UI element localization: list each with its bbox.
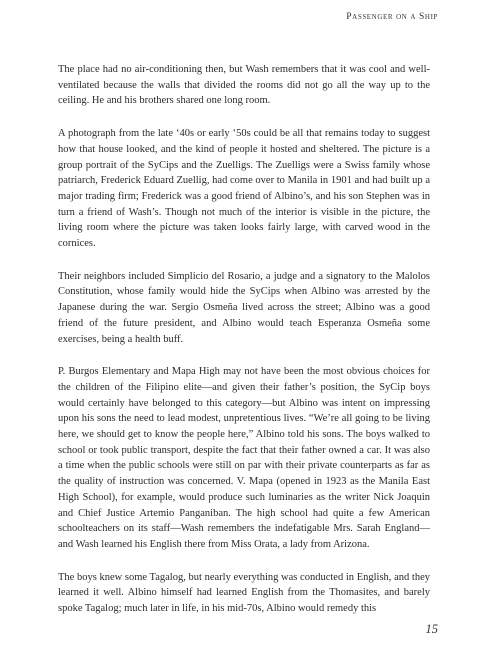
paragraph: The place had no air-conditioning then, but Wash remembers that it was cool and well-ventilated because the walls that divided the rooms did not go all the way up to the ceiling. He and his brothers shared one long room. xyxy=(58,64,430,107)
paragraph: A photograph from the late ‘40s or early ‘50s could be all that remains today to suggest how that house looked, and the kind of people it hosted and sheltered. The picture is a group portrait of the SyCips and the Zuelligs. The Zuelligs were a Swiss family whose patriarch, Frederick Eduard Zuellig, had come over to Manila in 1901 and had built up a major trading firm; Frederick was a good friend of Albino’s, and his son Stephen was in turn a friend of Wash’s. Though not much of the interior is visible in the picture, the living room where the picture was taken looks fairly large, with carved wood in the cornices. xyxy=(58,128,430,250)
paragraph: Their neighbors included Simplicio del Rosario, a judge and a signatory to the Malolos Constitution, whose family would hide the SyCips when Albino was arrested by the Japanese during the war. Sergio Osmeña lived across the street; Albino was a good friend of the future president, and Albino would teach Esperanza Osmeña some exercises, being a health buff. xyxy=(58,270,430,345)
paragraph: P. Burgos Elementary and Mapa High may not have been the most obvious choices for the children of the Filipino elite—and given their father’s position, the SyCip boys would certainly have belonged to this category—but Albino was intent on impressing upon his sons the need to lead modest, unpretentious lives. “We’re all going to be living here, we should get to know the people here,” Albino told his sons. The boys walked to school or took public transport, despite the fact that their father owned a car. It was also a time when the public schools were still on par with their private counterparts as far as the quality of instruction was concerned. V. Mapa (opened in 1923 as the Manila East High School), for example, would produce such luminaries as the writer Nick Joaquin and Chief Justice Artemio Panganiban. The high school had quite a few American schoolteachers on its staff—Wash remembers the indefatigable Mrs. Sarah England—and Wash learned his English there from Miss Orata, a lady from Arizona. xyxy=(58,366,430,550)
paragraph: The boys knew some Tagalog, but nearly everything was conducted in English, and they learned it well. Albino himself had learned English from the Thomasites, and barely spoke Tagalog; much later in life, in his mid-70s, Albino would remedy this xyxy=(58,571,430,615)
running-head: Passenger on a Ship xyxy=(346,12,438,22)
body-text xyxy=(58,62,430,634)
page-number: 15 xyxy=(425,622,438,636)
